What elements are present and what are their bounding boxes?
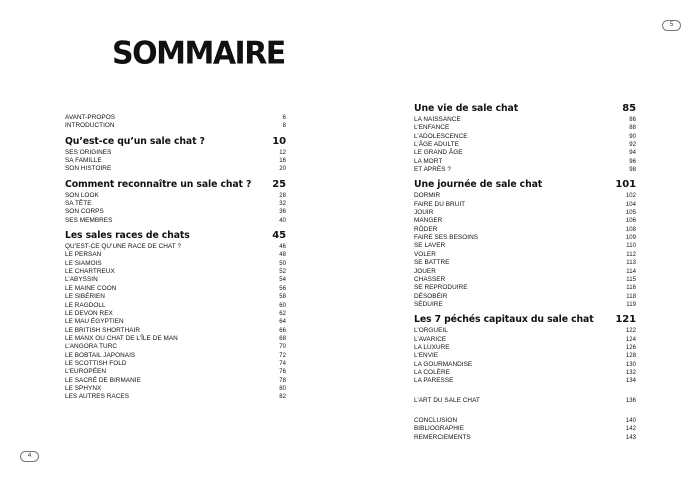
toc-entry	[65, 360, 286, 368]
toc-page-number: 108	[625, 226, 636, 233]
toc-section-heading	[414, 102, 636, 116]
toc-entry-title: L’ANGORA TURC	[65, 343, 118, 351]
toc-section-heading	[65, 178, 286, 192]
toc-entry	[414, 425, 636, 433]
toc-entry-title: JOUER	[414, 267, 436, 275]
toc-page-number: 124	[625, 336, 636, 343]
toc-entry-title: INTRODUCTION	[65, 122, 115, 130]
toc-page-number: 72	[279, 352, 286, 359]
toc-section-title: Une journée de sale chat	[414, 179, 543, 191]
toc-entry-title: LE CHARTREUX	[65, 268, 115, 276]
toc-entry	[65, 217, 286, 225]
toc-section-heading	[414, 313, 636, 327]
toc-page-number: 52	[279, 269, 286, 276]
toc-page-number: 116	[626, 285, 636, 292]
toc-entry	[414, 417, 636, 425]
toc-entry-title: L’ORGUEIL	[414, 327, 448, 335]
toc-entry	[65, 122, 286, 130]
toc-page-number: 28	[279, 192, 286, 199]
toc-entry-title: LE SCOTTISH FOLD	[65, 359, 127, 367]
toc-page-number: 58	[279, 294, 286, 301]
toc-page-number: 40	[279, 217, 286, 224]
toc-entry-title: L’AVARICE	[414, 335, 447, 343]
toc-page-number: 114	[626, 268, 636, 275]
toc-entry-title: LE MANX OU CHAT DE L’ÎLE DE MAN	[65, 334, 178, 342]
toc-page-number: 119	[626, 301, 636, 308]
toc-entry-title: SE BATTRE	[414, 259, 450, 267]
toc-page-number: 92	[629, 142, 636, 149]
toc-entry	[65, 343, 286, 351]
toc-entry-title: L’ADOLESCENCE	[414, 132, 468, 140]
toc-entry-title: LE BOBTAIL JAPONAIS	[65, 351, 136, 359]
toc-page-number: 56	[279, 285, 286, 292]
toc-page-number: 88	[629, 125, 636, 132]
toc-page-number: 118	[626, 293, 636, 300]
toc-entry	[414, 251, 636, 259]
toc-page-number: 96	[629, 158, 636, 165]
toc-entry	[414, 352, 636, 360]
toc-entry	[414, 284, 636, 292]
toc-page-number: 98	[629, 167, 636, 174]
toc-page-number: 94	[629, 150, 636, 157]
toc-entry	[65, 208, 286, 216]
toc-entry-title: LA GOURMANDISE	[414, 360, 473, 368]
toc-page-number: 12	[279, 149, 286, 156]
toc-entry-title: SÉDUIRE	[414, 300, 443, 308]
toc-entry-title: REMERCIEMENTS	[414, 433, 471, 441]
toc-entry-title: LE PERSAN	[65, 251, 102, 259]
toc-page-number: 80	[279, 385, 286, 392]
toc-entry	[65, 310, 286, 318]
toc-entry	[65, 157, 286, 165]
toc-entry	[65, 243, 286, 251]
toc-page-number: 104	[625, 201, 636, 208]
toc-page-number: 90	[629, 133, 636, 140]
toc-page-number: 36	[279, 209, 286, 216]
toc-entry	[414, 327, 636, 335]
toc-right-column	[414, 102, 636, 442]
toc-entry-title: FAIRE SES BESOINS	[414, 234, 479, 242]
toc-page-number: 20	[279, 166, 286, 173]
toc-page-number: 128	[625, 353, 636, 360]
toc-entry	[414, 377, 636, 385]
toc-entry-title: LE MAINE COON	[65, 284, 117, 292]
toc-entry	[414, 268, 636, 276]
toc-page-number: 134	[625, 378, 636, 385]
toc-page-number: 78	[279, 377, 286, 384]
toc-entry	[65, 165, 286, 173]
toc-entry	[414, 217, 636, 225]
toc-entry-title: LE DEVON REX	[65, 309, 113, 317]
toc-entry-title: SON CORPS	[65, 208, 104, 216]
toc-entry-title: L’ENFANCE	[414, 124, 450, 132]
toc-section-heading	[65, 229, 286, 243]
toc-page-number: 6	[282, 115, 286, 121]
toc-page-number: 130	[625, 361, 636, 368]
page-number-right: 5	[662, 20, 681, 31]
toc-entry	[414, 124, 636, 132]
toc-entry	[65, 285, 286, 293]
toc-entry-title: SON LOOK	[65, 191, 99, 199]
toc-entry-title: DORMIR	[414, 192, 441, 200]
toc-page-number: 76	[279, 369, 286, 376]
toc-entry-title: SA FAMILLE	[65, 157, 102, 165]
right-page	[350, 0, 700, 481]
toc-entry-title: LE BRITISH SHORTHAIR	[65, 326, 141, 334]
toc-entry	[414, 344, 636, 352]
toc-entry-title: SE REPRODUIRE	[414, 284, 468, 292]
toc-entry	[414, 234, 636, 242]
toc-entry-title: LA NAISSANCE	[414, 116, 461, 123]
toc-entry-title: L’ÂGE ADULTE	[414, 141, 459, 149]
toc-entry	[414, 397, 636, 405]
toc-entry	[65, 114, 286, 122]
toc-page-number: 121	[615, 314, 636, 326]
toc-entry	[414, 361, 636, 369]
toc-entry-title: CHASSER	[414, 275, 446, 283]
toc-page-number: 106	[625, 218, 636, 225]
toc-section-title: Comment reconnaître un sale chat ?	[65, 178, 252, 190]
toc-page-number: 82	[279, 394, 286, 401]
toc-section-title: Les sales races de chats	[65, 230, 190, 242]
toc-entry-title: L’ABYSSIN	[65, 276, 98, 284]
toc-section-heading	[65, 135, 286, 149]
toc-entry	[65, 368, 286, 376]
toc-entry	[414, 192, 636, 200]
toc-entry	[414, 293, 636, 301]
toc-page-number: 86	[629, 117, 636, 123]
toc-page-number: 109	[625, 235, 636, 242]
toc-entry-title: SES ORIGINES	[65, 148, 112, 156]
toc-entry-title: JOUIR	[414, 209, 434, 217]
toc-page-number: 85	[622, 103, 636, 114]
toc-entry	[414, 301, 636, 309]
toc-entry	[414, 226, 636, 234]
toc-page-number: 122	[625, 328, 636, 335]
toc-entry	[414, 242, 636, 250]
toc-page-number: 48	[279, 252, 286, 259]
toc-page-number: 126	[625, 344, 636, 351]
toc-entry	[65, 352, 286, 360]
toc-entry-title: VOLER	[414, 250, 436, 258]
toc-entry	[65, 335, 286, 343]
toc-page-number: 140	[625, 417, 636, 424]
toc-entry	[65, 200, 286, 208]
toc-entry	[65, 260, 286, 268]
toc-entry-title: MANGER	[414, 217, 443, 225]
toc-page-number: 101	[615, 179, 636, 191]
toc-page-number: 25	[272, 178, 286, 190]
toc-entry-title: CONCLUSION	[414, 416, 458, 424]
toc-entry-title: L’ENVIE	[414, 352, 439, 360]
toc-entry	[65, 293, 286, 301]
toc-entry	[414, 336, 636, 344]
toc-left-column	[65, 114, 286, 402]
toc-page-number: 70	[279, 344, 286, 351]
toc-page-number: 68	[279, 335, 286, 342]
toc-page-number: 102	[625, 193, 636, 200]
toc-entry	[65, 251, 286, 259]
toc-entry-title: DÉSOBÉIR	[414, 292, 448, 300]
page-number-left: 4	[20, 451, 39, 462]
toc-entry-title: LES AUTRES RACES	[65, 393, 130, 401]
toc-page-number: 112	[626, 251, 636, 258]
toc-page-number: 16	[279, 158, 286, 165]
toc-page-number: 74	[279, 360, 286, 367]
toc-entry-title: LA PARESSE	[414, 377, 454, 385]
toc-entry-title: AVANT-PROPOS	[65, 114, 116, 121]
toc-page-number: 105	[625, 210, 636, 217]
toc-entry	[414, 166, 636, 174]
toc-entry	[65, 149, 286, 157]
toc-page-number: 110	[626, 243, 636, 250]
toc-section-title: Qu’est-ce qu’un sale chat ?	[65, 135, 205, 147]
toc-page-number: 8	[282, 123, 286, 130]
toc-entry-title: LE SPHYNX	[65, 384, 102, 392]
toc-entry	[414, 276, 636, 284]
toc-entry	[414, 149, 636, 157]
toc-entry	[65, 192, 286, 200]
toc-entry-title: SE LAVER	[414, 242, 446, 250]
toc-page-number: 10	[272, 135, 286, 147]
toc-entry-title: SA TÊTE	[65, 200, 92, 208]
toc-entry	[65, 393, 286, 401]
toc-entry-title: LE SIAMOIS	[65, 259, 102, 267]
toc-entry-title: ET APRÈS ?	[414, 166, 451, 174]
toc-entry-title: SES MEMBRES	[65, 216, 113, 224]
toc-entry	[414, 209, 636, 217]
toc-page-number: 62	[279, 310, 286, 317]
toc-entry-title: BIBLIOGRAPHIE	[414, 425, 465, 433]
toc-entry-title: FAIRE DU BRUIT	[414, 200, 466, 208]
toc-entry	[65, 377, 286, 385]
toc-entry-title: L’ART DU SALE CHAT	[414, 396, 480, 404]
toc-entry-title: LE GRAND ÂGE	[414, 149, 463, 157]
toc-entry-title: LE SIBÉRIEN	[65, 293, 105, 301]
toc-entry-title: LA COLÈRE	[414, 368, 450, 376]
toc-page-number: 32	[279, 201, 286, 208]
toc-page-number: 60	[279, 302, 286, 309]
toc-entry	[65, 276, 286, 284]
toc-entry-title: LE MAU ÉGYPTIEN	[65, 318, 124, 326]
toc-entry	[414, 158, 636, 166]
toc-entry	[414, 116, 636, 124]
toc-section-title: Une vie de sale chat	[414, 103, 519, 114]
toc-page-number: 64	[279, 319, 286, 326]
toc-entry-title: L’EUROPÉEN	[65, 368, 106, 376]
toc-entry-title: LE RAGDOLL	[65, 301, 106, 309]
toc-entry-title: LA MORT	[414, 157, 443, 165]
page-title: SOMMAIRE	[112, 35, 285, 72]
toc-entry-title: LE SACRÉ DE BIRMANIE	[65, 376, 141, 384]
toc-page-number: 142	[625, 426, 636, 433]
toc-entry	[65, 327, 286, 335]
toc-section-heading	[414, 178, 636, 192]
toc-entry	[414, 434, 636, 442]
toc-entry	[65, 385, 286, 393]
toc-entry-title: LA LUXURE	[414, 343, 450, 351]
toc-entry	[65, 318, 286, 326]
toc-entry	[65, 302, 286, 310]
toc-page-number: 50	[279, 260, 286, 267]
toc-entry	[414, 369, 636, 377]
toc-page-number: 132	[625, 369, 636, 376]
toc-page-number: 143	[625, 434, 636, 441]
toc-page-number: 66	[279, 327, 286, 334]
toc-page-number: 45	[272, 230, 286, 242]
toc-page-number: 136	[625, 397, 636, 404]
toc-entry-title: QU’EST-CE QU’UNE RACE DE CHAT ?	[65, 243, 182, 251]
toc-page-number: 115	[626, 276, 636, 283]
toc-entry-title: RÔDER	[414, 225, 438, 233]
toc-section-title: Les 7 péchés capitaux du sale chat	[414, 314, 594, 326]
toc-page-number: 46	[279, 244, 286, 251]
toc-entry	[65, 268, 286, 276]
toc-entry-title: SON HISTOIRE	[65, 165, 112, 173]
toc-entry	[414, 201, 636, 209]
toc-page-number: 113	[626, 260, 636, 267]
toc-entry	[414, 259, 636, 267]
toc-page-number: 54	[279, 277, 286, 284]
toc-entry	[414, 133, 636, 141]
